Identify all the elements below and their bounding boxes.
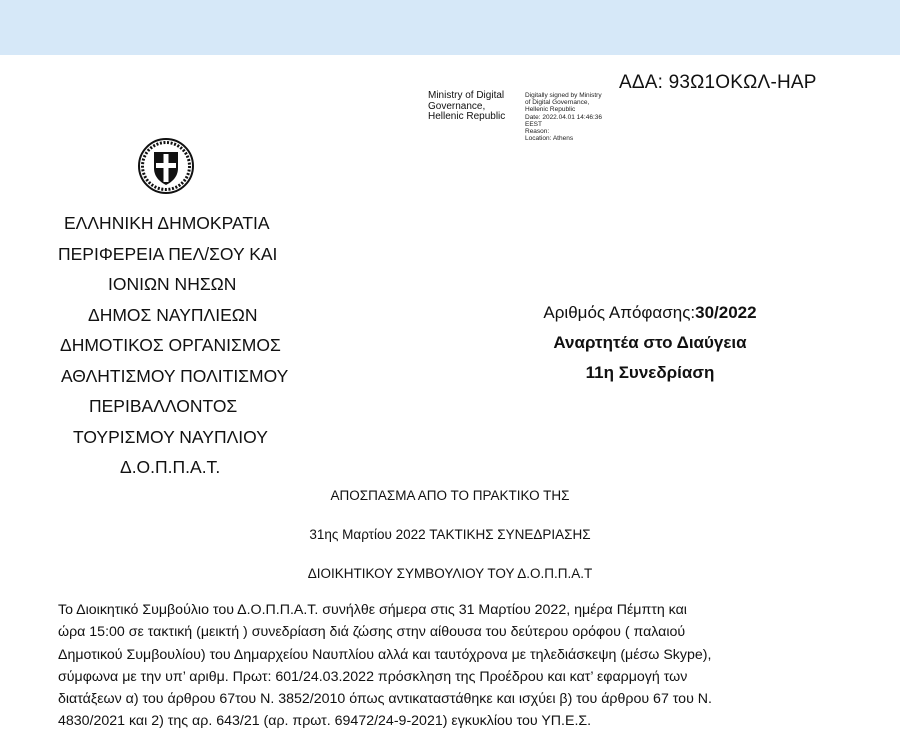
signature-line: Location: Athens — [525, 135, 574, 143]
org-line: ΙΟΝΙΩΝ ΝΗΣΩΝ — [108, 274, 237, 294]
org-line: ΔΗΜΟΣ ΝΑΥΠΛΙΕΩΝ — [88, 304, 258, 325]
extract-board: ΔΙΟΙΚΗΤΙΚΟΥ ΣΥΜΒΟΥΛΙΟΥ ΤΟΥ Δ.Ο.Π.Π.Α.Τ — [307, 566, 593, 581]
signature-line: EEST — [525, 120, 542, 128]
diavgeia-note: Αναρτητέα στο Διαύγεια — [553, 333, 747, 352]
org-line: ΔΗΜΟΤΙΚΟΣ ΟΡΓΑΝΙΣΜΟΣ — [60, 335, 281, 355]
extract-date: 31ης Μαρτίου 2022 ΤΑΚΤΙΚΗΣ ΣΥΝΕΔΡΙΑΣΗΣ — [309, 527, 591, 542]
body-paragraph — [58, 599, 856, 733]
signature-line: Date: 2022.04.01 14:46:36 — [525, 113, 602, 121]
signature-line: Digitally signed by Ministry — [525, 92, 602, 99]
body-line: Δημοτικού Συμβουλίου) του Δημαρχείου Ναυπλίου αλλά και ταυτόχρονα με τηλεδιάσκεψη (μέσω Skype), — [58, 646, 712, 663]
body-line: 4830/2021 και 2) της αρ. 643/21 (αρ. πρωτ. 69472/24-9-2021) εγκυκλίου του ΥΠ.Ε.Σ. — [58, 713, 592, 730]
org-line: ΤΟΥΡΙΣΜΟΥ ΝΑΥΠΛΙΟΥ — [73, 426, 268, 447]
body-line: σύμφωνα με την υπ’ αριθμ. Πρωτ: 601/24.03.2022 πρόσκληση της Προέδρου και κατ’ εφαρμογή των — [58, 668, 688, 685]
top-banner — [0, 0, 900, 55]
body-line: διατάξεων α) του άρθρου 67του Ν. 3852/2010 όπως αντικαταστάθηκε και ισχύει β) του άρθρου 67 του Ν. — [58, 691, 712, 708]
digital-signature-block — [525, 92, 602, 142]
decision-number: 30/2022 — [695, 303, 757, 322]
decision-number-line — [490, 298, 810, 328]
org-line: ΠΕΡΙΦΕΡΕΙΑ ΠΕΛ/ΣΟΥ ΚΑΙ — [58, 243, 278, 264]
decision-info — [490, 298, 810, 388]
extract-title: ΑΠΟΣΠΑΣΜΑ ΑΠΟ ΤΟ ΠΡΑΚΤΙΚΟ ΤΗΣ — [330, 488, 570, 503]
signature-line: of Digital Governance, — [525, 99, 590, 107]
signer-line: Hellenic Republic — [428, 111, 506, 122]
body-line: Το Διοικητικό Συμβούλιο του Δ.Ο.Π.Π.Α.Τ. συνήλθε σήμερα στις 31 Μαρτίου 2022, ημέρα Πέμπτη και — [58, 602, 687, 618]
signature-line: Reason: — [525, 128, 550, 136]
org-line: ΕΛΛΗΝΙΚΗ ΔΗΜΟΚΡΑΤΙΑ — [64, 213, 270, 233]
decision-label: Αριθμός Απόφασης: — [543, 303, 696, 322]
ada-code: ΑΔΑ: 93Ω1ΟΚΩΛ-ΗΑΡ — [619, 72, 817, 93]
signer-block — [428, 91, 505, 123]
body-line: ώρα 15:00 σε τακτική (μεικτή ) συνεδρίαση διά ζώσης στην αίθουσα του δεύτερου ορόφου ( παλαιού — [58, 624, 686, 641]
signer-line: Governance, — [428, 100, 486, 112]
signer-line: Ministry of Digital — [428, 90, 505, 101]
signature-line: Hellenic Republic — [525, 106, 576, 114]
organization-header — [40, 208, 330, 483]
session-label: 11η Συνεδρίαση — [585, 363, 715, 382]
org-line: Δ.Ο.Π.Π.Α.Τ. — [120, 457, 221, 477]
org-line: ΑΘΛΗΤΙΣΜΟΥ ΠΟΛΙΤΙΣΜΟΥ — [61, 365, 289, 386]
greek-coat-of-arms-icon — [137, 137, 195, 195]
org-line: ΠΕΡΙΒΑΛΛΟΝΤΟΣ — [89, 396, 238, 416]
